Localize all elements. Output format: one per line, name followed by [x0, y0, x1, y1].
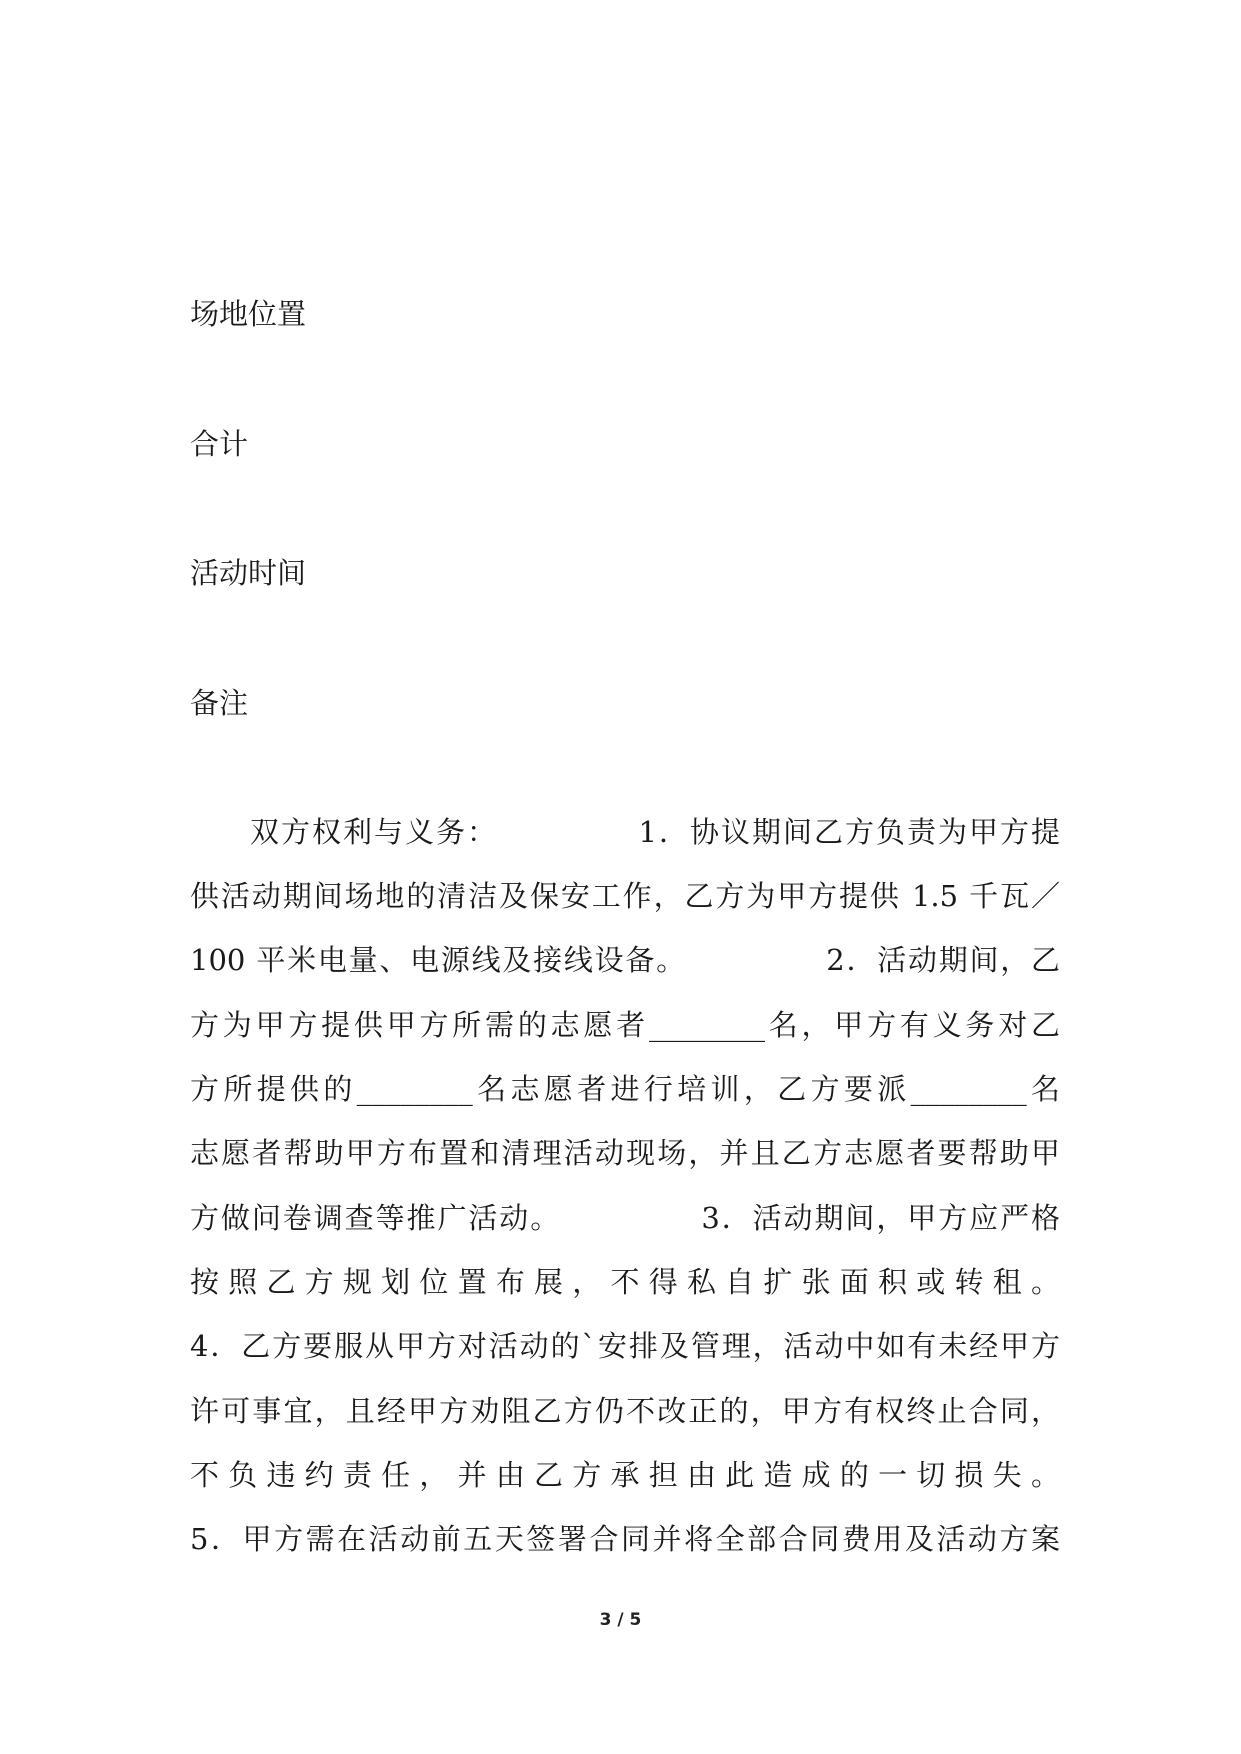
paragraph-line: 许可事宜，且经甲方劝阻乙方仍不改正的，甲方有权终止合同， [190, 1394, 1060, 1428]
paragraph-line: 方做问卷调查等推广活动。 3．活动期间，甲方应严格 [190, 1201, 1060, 1235]
page-number: 3 / 5 [599, 1610, 642, 1630]
label-time: 活动时间 [190, 556, 307, 590]
label-total: 合计 [190, 427, 249, 461]
label-notes: 备注 [190, 686, 249, 720]
paragraph-line: 按照乙方规划位置布展，不得私自扩张面积或转租。 [190, 1265, 1060, 1299]
paragraph-line: 方为甲方提供甲方所需的志愿者________名，甲方有义务对乙 [190, 1008, 1060, 1042]
paragraph-line: 供活动期间场地的清洁及保安工作，乙方为甲方提供 1.5 千瓦／ [190, 879, 1060, 913]
label-venue: 场地位置 [190, 297, 307, 331]
paragraph-line: 100 平米电量、电源线及接线设备。 2．活动期间，乙 [190, 943, 1060, 977]
paragraph-line: 双方权利与义务： 1．协议期间乙方负责为甲方提 [250, 815, 1060, 849]
paragraph-line: 5．甲方需在活动前五天签署合同并将全部合同费用及活动方案 [190, 1522, 1060, 1556]
paragraph-line: 4．乙方要服从甲方对活动的`安排及管理，活动中如有未经甲方 [190, 1329, 1060, 1363]
paragraph-line: 不负违约责任，并由乙方承担由此造成的一切损失。 [190, 1458, 1060, 1492]
paragraph-line: 志愿者帮助甲方布置和清理活动现场，并且乙方志愿者要帮助甲 [190, 1136, 1060, 1170]
paragraph-line: 方所提供的________名志愿者进行培训，乙方要派________名 [190, 1072, 1060, 1106]
